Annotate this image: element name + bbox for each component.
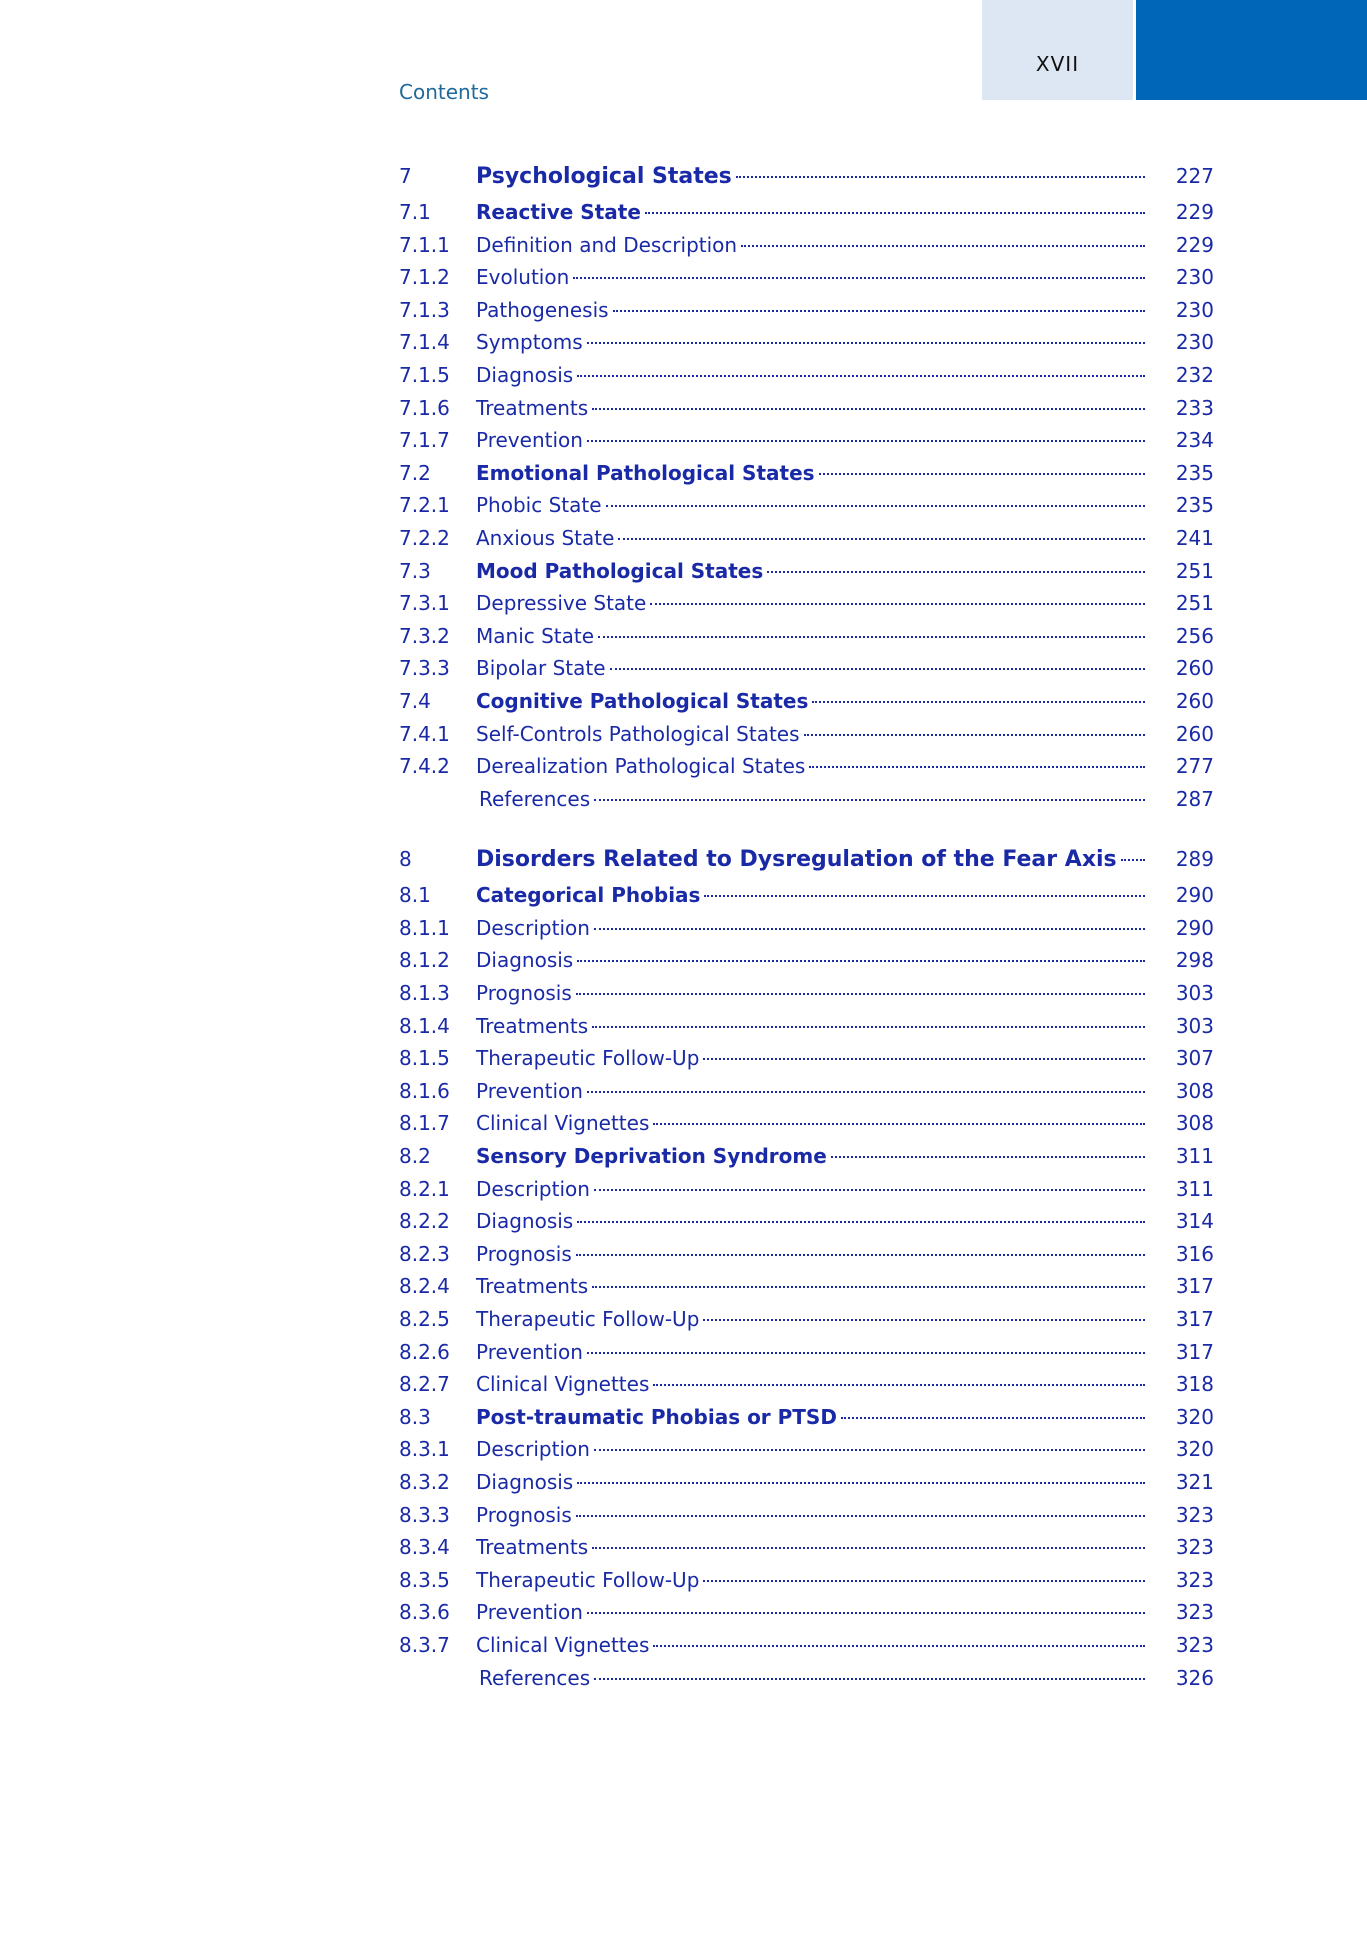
dot-leader xyxy=(704,895,1145,897)
toc-entry[interactable] xyxy=(399,1307,1214,1340)
dot-leader xyxy=(653,1123,1145,1125)
toc-entry-page: 229 xyxy=(1175,200,1214,224)
toc-entry[interactable] xyxy=(399,591,1214,624)
toc-entry-title: Bipolar State xyxy=(476,656,606,681)
toc-entry-title: Emotional Pathological States xyxy=(476,460,815,485)
toc-entry-page: 317 xyxy=(1175,1339,1214,1364)
toc-entry-title: Categorical Phobias xyxy=(476,883,701,908)
toc-entry-title: Description xyxy=(476,1176,590,1201)
toc-entry[interactable] xyxy=(399,754,1214,787)
toc-entry-number: 7.3.2 xyxy=(399,623,450,648)
toc-entry-title: Description xyxy=(476,915,590,940)
dot-leader xyxy=(610,668,1145,670)
toc-entry-title: Definition and Description xyxy=(476,232,738,257)
toc-entry-number: 8.3.6 xyxy=(399,1600,450,1625)
toc-entry[interactable] xyxy=(399,1274,1214,1307)
toc-entry-title: Depressive State xyxy=(476,591,647,616)
toc-entry[interactable] xyxy=(399,722,1214,755)
dot-leader xyxy=(587,1612,1145,1614)
toc-entry-title: Therapeutic Follow-Up xyxy=(476,1046,700,1071)
toc-entry-title: Prognosis xyxy=(476,1502,572,1527)
toc-entry-page: 307 xyxy=(1175,1046,1214,1071)
dot-leader xyxy=(819,473,1145,475)
toc-entry[interactable] xyxy=(399,656,1214,689)
toc-entry-number: 7.3 xyxy=(399,558,431,583)
toc-entry-number: 8.1.4 xyxy=(399,1013,450,1038)
toc-entry-number: 7.4 xyxy=(399,688,431,713)
toc-entry-page: 308 xyxy=(1175,1111,1214,1136)
toc-entry-title: Prevention xyxy=(476,1078,583,1103)
toc-entry-page: 235 xyxy=(1175,493,1214,518)
toc-entry-page: 311 xyxy=(1175,1144,1214,1169)
toc-entry[interactable] xyxy=(399,200,1214,233)
toc-entry-number: 8.1.1 xyxy=(399,915,450,940)
toc-entry-number: 7.4.2 xyxy=(399,754,450,779)
toc-entry-page: 303 xyxy=(1175,1013,1214,1038)
dot-leader xyxy=(804,734,1145,736)
toc-entry-page: 232 xyxy=(1175,362,1214,387)
toc-entry[interactable] xyxy=(399,1405,1214,1438)
toc-entry-number: 8.2.3 xyxy=(399,1241,450,1266)
toc-entry-page: 316 xyxy=(1175,1241,1214,1266)
toc-entry[interactable] xyxy=(399,787,1214,820)
toc-entry-number: 7.1 xyxy=(399,200,431,224)
toc-entry-number: 8.1.2 xyxy=(399,948,450,973)
dot-leader xyxy=(812,701,1145,703)
toc-entry-title: Diagnosis xyxy=(476,1209,574,1234)
toc-entry[interactable] xyxy=(399,233,1214,266)
dot-leader xyxy=(577,1482,1145,1484)
toc-entry-title: Description xyxy=(476,1437,590,1462)
toc-entry-number: 7.1.1 xyxy=(399,232,450,257)
toc-entry-title: Prevention xyxy=(476,428,583,453)
toc-entry-page: 326 xyxy=(1175,1665,1214,1690)
toc-entry-number: 7 xyxy=(399,164,412,188)
dot-leader xyxy=(594,799,1145,801)
dot-leader xyxy=(592,1286,1145,1288)
toc-entry-page: 290 xyxy=(1175,883,1214,908)
dot-leader xyxy=(1121,859,1145,861)
toc-entry-title: Diagnosis xyxy=(476,1469,574,1494)
toc-entry-page: 251 xyxy=(1175,591,1214,616)
toc-entry-page: 235 xyxy=(1175,460,1214,485)
toc-entry[interactable] xyxy=(399,1568,1214,1601)
toc-entry-number: 8.3.7 xyxy=(399,1632,450,1657)
toc-entry-number: 8.2.6 xyxy=(399,1339,450,1364)
toc-entry-page: 233 xyxy=(1175,395,1214,420)
dot-leader xyxy=(736,176,1145,178)
toc-entry-page: 289 xyxy=(1175,847,1214,872)
dot-leader xyxy=(653,1645,1145,1647)
toc-entry-title: Phobic State xyxy=(476,493,602,518)
toc-entry-page: 308 xyxy=(1175,1078,1214,1103)
toc-entry-number: 8.1.7 xyxy=(399,1111,450,1136)
toc-entry-page: 317 xyxy=(1175,1307,1214,1331)
toc-entry-title: Treatments xyxy=(476,1274,589,1299)
dot-leader xyxy=(703,1580,1145,1582)
dot-leader xyxy=(594,1449,1145,1451)
toc-entry-title: Prevention xyxy=(476,1600,583,1625)
toc-entry-title: Reactive State xyxy=(476,200,641,224)
toc-entry[interactable] xyxy=(399,1209,1214,1242)
dot-leader xyxy=(598,636,1145,638)
toc-entry-page: 260 xyxy=(1175,721,1214,746)
toc-entry-number: 7.4.1 xyxy=(399,721,450,746)
toc-entry-number: 8.3.1 xyxy=(399,1437,450,1462)
dot-leader xyxy=(831,1156,1145,1158)
toc-entry[interactable] xyxy=(399,1503,1214,1536)
toc-entry-title: Mood Pathological States xyxy=(476,558,764,583)
toc-entry-title: Manic State xyxy=(476,623,595,648)
toc-entry-title: Therapeutic Follow-Up xyxy=(476,1307,700,1331)
toc-entry[interactable] xyxy=(399,428,1214,461)
toc-entry-title: Anxious State xyxy=(476,525,615,550)
toc-entry[interactable] xyxy=(399,883,1214,916)
toc-entry-page: 251 xyxy=(1175,558,1214,583)
toc-entry-number: 8.2.2 xyxy=(399,1209,450,1234)
table-of-contents xyxy=(399,164,1214,1698)
toc-entry-number: 7.2.1 xyxy=(399,493,450,518)
toc-entry-title: Treatments xyxy=(476,1013,589,1038)
toc-entry-page: 230 xyxy=(1175,265,1214,290)
toc-entry-number: 7.1.3 xyxy=(399,297,450,322)
toc-entry-page: 277 xyxy=(1175,754,1214,779)
toc-entry-title: References xyxy=(479,786,591,811)
toc-entry-title: Clinical Vignettes xyxy=(476,1111,650,1136)
toc-entry-number: 8.3 xyxy=(399,1404,431,1429)
dot-leader xyxy=(577,1221,1145,1223)
toc-entry[interactable] xyxy=(399,981,1214,1014)
toc-entry[interactable] xyxy=(399,164,1214,200)
toc-entry[interactable] xyxy=(399,1046,1214,1079)
toc-entry[interactable] xyxy=(399,1437,1214,1470)
toc-entry-page: 241 xyxy=(1175,525,1214,550)
dot-leader xyxy=(809,766,1145,768)
toc-entry-page: 323 xyxy=(1175,1535,1214,1560)
toc-entry-number: 7.2 xyxy=(399,460,431,485)
dot-leader xyxy=(573,277,1145,279)
toc-entry[interactable] xyxy=(399,1535,1214,1568)
toc-entry[interactable] xyxy=(399,1372,1214,1405)
dot-leader xyxy=(576,1254,1145,1256)
toc-entry[interactable] xyxy=(399,461,1214,494)
dot-leader xyxy=(587,342,1145,344)
dot-leader xyxy=(576,1515,1145,1517)
toc-entry[interactable] xyxy=(399,1177,1214,1210)
toc-entry-number: 7.1.4 xyxy=(399,330,450,355)
toc-entry-page: 287 xyxy=(1175,786,1214,811)
dot-leader xyxy=(618,538,1145,540)
toc-entry-page: 234 xyxy=(1175,428,1214,453)
brand-color-bar xyxy=(1136,0,1367,100)
toc-entry[interactable] xyxy=(399,1340,1214,1373)
toc-entry[interactable] xyxy=(399,948,1214,981)
toc-entry-page: 320 xyxy=(1175,1437,1214,1462)
toc-entry-title: Therapeutic Follow-Up xyxy=(476,1567,700,1592)
dot-leader xyxy=(606,505,1145,507)
toc-entry[interactable] xyxy=(399,689,1214,722)
dot-leader xyxy=(650,603,1145,605)
toc-entry[interactable] xyxy=(399,1144,1214,1177)
dot-leader xyxy=(592,408,1145,410)
toc-entry-title: Treatments xyxy=(476,1535,589,1560)
dot-leader xyxy=(741,245,1145,247)
toc-entry-number: 8.2.4 xyxy=(399,1274,450,1299)
dot-leader xyxy=(587,1091,1145,1093)
toc-entry-number: 8.2.5 xyxy=(399,1307,450,1331)
dot-leader xyxy=(592,1026,1145,1028)
toc-entry[interactable] xyxy=(399,265,1214,298)
toc-entry-title: References xyxy=(479,1665,591,1690)
dot-leader xyxy=(594,1189,1145,1191)
toc-entry-title: Derealization Pathological States xyxy=(476,754,806,779)
toc-entry[interactable] xyxy=(399,1600,1214,1633)
toc-entry[interactable] xyxy=(399,916,1214,949)
toc-entry-title: Prognosis xyxy=(476,1241,572,1266)
toc-entry-page: 260 xyxy=(1175,688,1214,713)
toc-entry[interactable] xyxy=(399,1079,1214,1112)
toc-entry[interactable] xyxy=(399,624,1214,657)
toc-entry-title: Post-traumatic Phobias or PTSD xyxy=(476,1404,837,1429)
dot-leader xyxy=(587,440,1145,442)
toc-entry-page: 323 xyxy=(1175,1632,1214,1657)
dot-leader xyxy=(577,960,1145,962)
toc-entry-page: 290 xyxy=(1175,915,1214,940)
toc-entry-number: 8.1 xyxy=(399,883,431,908)
toc-entry[interactable] xyxy=(399,330,1214,363)
toc-entry-number: 8.2.1 xyxy=(399,1176,450,1201)
toc-entry-title: Prevention xyxy=(476,1339,583,1364)
dot-leader xyxy=(576,993,1145,995)
toc-entry-page: 320 xyxy=(1175,1404,1214,1429)
toc-entry-title: Diagnosis xyxy=(476,362,574,387)
toc-entry-page: 260 xyxy=(1175,656,1214,681)
toc-entry-page: 227 xyxy=(1175,164,1214,188)
dot-leader xyxy=(613,310,1145,312)
page-number: XVII xyxy=(1035,52,1080,76)
toc-entry[interactable] xyxy=(399,1666,1214,1699)
toc-entry-title: Cognitive Pathological States xyxy=(476,688,809,713)
toc-entry-title: Self-Controls Pathological States xyxy=(476,721,800,746)
toc-entry-number: 8.3.3 xyxy=(399,1502,450,1527)
toc-entry[interactable] xyxy=(399,298,1214,331)
toc-entry-title: Symptoms xyxy=(476,330,583,355)
toc-entry[interactable] xyxy=(399,396,1214,429)
toc-entry-page: 230 xyxy=(1175,330,1214,355)
toc-entry-number: 7.3.1 xyxy=(399,591,450,616)
toc-entry[interactable] xyxy=(399,493,1214,526)
toc-entry-title: Diagnosis xyxy=(476,948,574,973)
toc-entry-number: 8 xyxy=(399,847,412,872)
dot-leader xyxy=(645,212,1145,214)
toc-entry-number: 8.1.3 xyxy=(399,981,450,1006)
page-number-box xyxy=(982,0,1133,100)
toc-entry-number: 8.1.5 xyxy=(399,1046,450,1071)
toc-entry-page: 298 xyxy=(1175,948,1214,973)
toc-entry[interactable] xyxy=(399,1633,1214,1666)
toc-entry-title: Clinical Vignettes xyxy=(476,1632,650,1657)
toc-entry-page: 311 xyxy=(1175,1176,1214,1201)
toc-entry[interactable] xyxy=(399,1111,1214,1144)
dot-leader xyxy=(703,1319,1145,1321)
toc-entry-number: 7.1.6 xyxy=(399,395,450,420)
toc-entry-number: 7.1.5 xyxy=(399,362,450,387)
toc-entry-title: Psychological States xyxy=(476,164,732,189)
toc-entry-page: 256 xyxy=(1175,623,1214,648)
toc-entry-number: 8.3.5 xyxy=(399,1567,450,1592)
dot-leader xyxy=(841,1417,1145,1419)
dot-leader xyxy=(587,1352,1145,1354)
toc-entry-title: Clinical Vignettes xyxy=(476,1372,650,1397)
toc-entry-title: Pathogenesis xyxy=(476,297,609,322)
toc-entry-title: Treatments xyxy=(476,395,589,420)
toc-entry-number: 8.2 xyxy=(399,1144,431,1169)
dot-leader xyxy=(594,1678,1145,1680)
toc-entry-number: 8.2.7 xyxy=(399,1372,450,1397)
dot-leader xyxy=(594,928,1145,930)
toc-entry-number: 8.3.4 xyxy=(399,1535,450,1560)
running-head: Contents xyxy=(399,80,489,104)
toc-entry-page: 230 xyxy=(1175,297,1214,322)
dot-leader xyxy=(653,1384,1145,1386)
toc-entry-number: 8.1.6 xyxy=(399,1078,450,1103)
toc-entry-title: Disorders Related to Dysregulation of the Fear Axis xyxy=(476,847,1117,873)
toc-entry-page: 303 xyxy=(1175,981,1214,1006)
dot-leader xyxy=(703,1058,1145,1060)
toc-entry[interactable] xyxy=(399,1242,1214,1275)
toc-entry-page: 323 xyxy=(1175,1502,1214,1527)
toc-entry-page: 323 xyxy=(1175,1567,1214,1592)
toc-entry-number: 7.1.2 xyxy=(399,265,450,290)
toc-entry[interactable] xyxy=(399,526,1214,559)
dot-leader xyxy=(592,1547,1145,1549)
toc-entry-title: Prognosis xyxy=(476,981,572,1006)
toc-entry-page: 314 xyxy=(1175,1209,1214,1234)
toc-entry-number: 7.3.3 xyxy=(399,656,450,681)
dot-leader xyxy=(767,571,1145,573)
toc-entry-title: Evolution xyxy=(476,265,570,290)
toc-entry-page: 229 xyxy=(1175,232,1214,257)
toc-entry-page: 321 xyxy=(1175,1469,1214,1494)
toc-entry[interactable] xyxy=(399,847,1214,883)
toc-entry[interactable] xyxy=(399,559,1214,592)
toc-entry-number: 7.2.2 xyxy=(399,525,450,550)
toc-entry[interactable] xyxy=(399,363,1214,396)
toc-entry[interactable] xyxy=(399,1014,1214,1047)
toc-entry-page: 318 xyxy=(1175,1372,1214,1397)
toc-entry-page: 317 xyxy=(1175,1274,1214,1299)
toc-entry-page: 323 xyxy=(1175,1600,1214,1625)
toc-entry-number: 7.1.7 xyxy=(399,428,450,453)
toc-entry-title: Sensory Deprivation Syndrome xyxy=(476,1144,827,1169)
toc-entry-number: 8.3.2 xyxy=(399,1469,450,1494)
dot-leader xyxy=(577,375,1145,377)
toc-entry[interactable] xyxy=(399,1470,1214,1503)
